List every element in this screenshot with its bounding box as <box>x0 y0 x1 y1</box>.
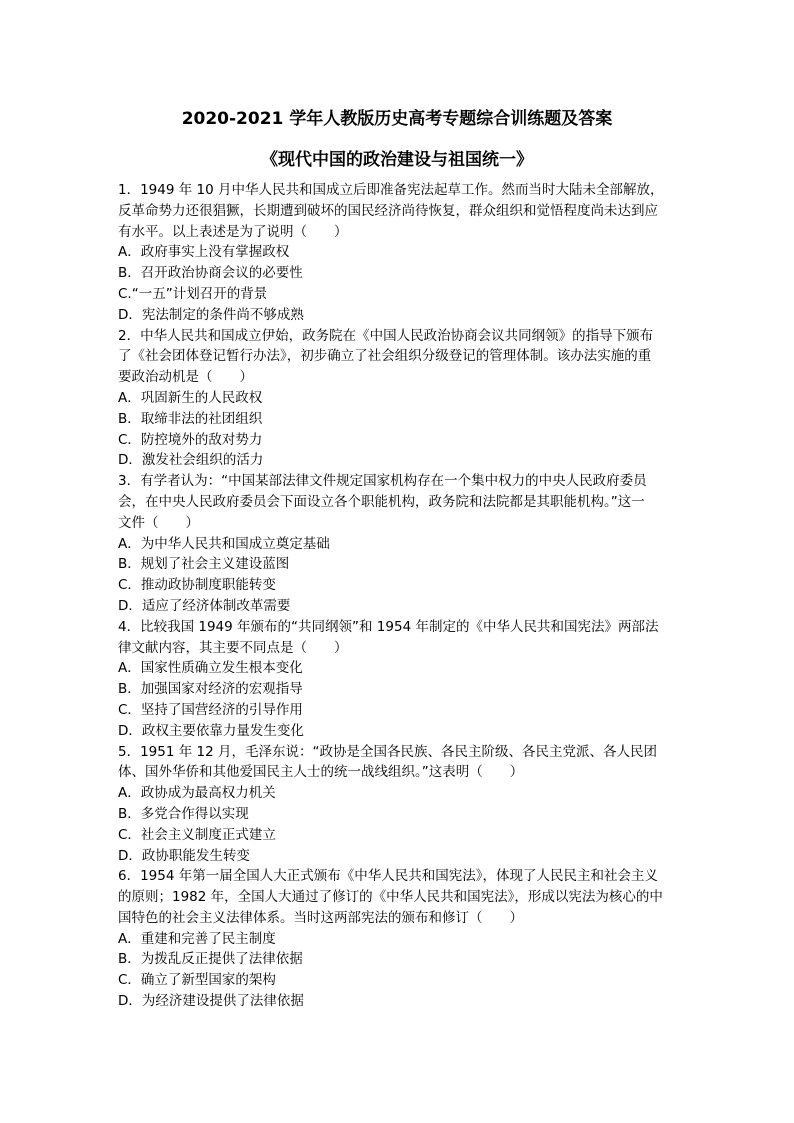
answer-option: B．取缔非法的社团组织 <box>118 410 263 427</box>
question-stem-line: 有水平。以上表述是为了说明（ ） <box>118 223 348 240</box>
answer-option: D．政协职能发生转变 <box>118 847 250 864</box>
question-stem-line: 1．1949 年 10 月中华人民共和国成立后即准备宪法起草工作。然而当时大陆未全部解放， <box>118 182 664 198</box>
question-stem-line: 国特色的社会主义法律体系。当时这两部宪法的颁布和修订（ ） <box>118 909 523 926</box>
answer-option: D．激发社会组织的活力 <box>118 452 264 469</box>
question-stem-line: 会，在中央人民政府委员会下面设立各个职能机构，政务院和法院都是其职能机构。”这一 <box>118 493 645 510</box>
question-item <box>118 742 678 867</box>
answer-option: B．召开政治协商会议的必要性 <box>118 265 303 282</box>
question-stem-line: 2．中华人民共和国成立伊始，政务院在《中国人民政治协商会议共同纲领》的指导下颁布 <box>118 327 654 344</box>
question-list <box>118 180 678 1012</box>
answer-option: B．规划了社会主义建设蓝图 <box>118 556 290 573</box>
answer-option: A．重建和完善了民主制度 <box>118 930 276 947</box>
answer-option: D．为经济建设提供了法律依据 <box>118 993 304 1010</box>
question-item <box>118 326 678 472</box>
answer-option: C．社会主义制度正式建立 <box>118 826 276 843</box>
question-item <box>118 180 678 326</box>
answer-option: D．宪法制定的条件尚不够成熟 <box>118 306 304 323</box>
answer-option: B．加强国家对经济的宏观指导 <box>118 681 303 698</box>
question-stem-line: 律文献内容，其主要不同点是（ ） <box>118 639 348 656</box>
answer-option: C．确立了新型国家的架构 <box>118 972 276 989</box>
answer-option: C．推动政协制度职能转变 <box>118 577 276 594</box>
answer-option: A．巩固新生的人民政权 <box>118 389 263 406</box>
question-stem-line: 3．有学者认为：“中国某部法律文件规定国家机构存在一个集中权力的中央人民政府委员 <box>118 473 647 490</box>
answer-option: B．多党合作得以实现 <box>118 805 249 822</box>
question-item <box>118 471 678 617</box>
document-title: 2020-2021 学年人教版历史高考专题综合训练题及答案 <box>181 109 613 129</box>
question-stem-line: 的原则；1982 年，全国人大通过了修订的《中华人民共和国宪法》，形成以宪法为核心的中 <box>118 889 663 906</box>
answer-option: C．防控境外的敌对势力 <box>118 431 263 448</box>
question-item <box>118 866 678 1012</box>
question-stem-line: 5．1951 年 12 月，毛泽东说：“政协是全国各民族、各民主阶级、各民主党派、各人民团 <box>118 743 657 760</box>
answer-option: A．政协成为最高权力机关 <box>118 785 276 802</box>
question-stem-line: 了《社会团体登记暂行办法》，初步确立了社会组织分级登记的管理体制。该办法实施的重 <box>118 348 652 365</box>
answer-option: D．适应了经济体制改革需要 <box>118 597 291 614</box>
answer-option: A．国家性质确立发生根本变化 <box>118 660 303 677</box>
question-stem-line: 要政治动机是（ ） <box>118 369 253 386</box>
question-stem-line: 4．比较我国 1949 年颁布的“共同纲领”和 1954 年制定的《中华人民共和国宪法》两部法 <box>118 618 659 635</box>
answer-option: A．为中华人民共和国成立奠定基础 <box>118 535 330 552</box>
question-item <box>118 617 678 742</box>
question-stem-line: 体、国外华侨和其他爱国民主人士的统一战线组织。”这表明（ ） <box>118 764 524 781</box>
answer-option: A．政府事实上没有掌握政权 <box>118 244 290 261</box>
answer-option: C．坚持了国营经济的引导作用 <box>118 701 303 718</box>
question-stem-line: 6．1954 年第一届全国人大正式颁布《中华人民共和国宪法》，体现了人民民主和社会主义 <box>118 868 658 885</box>
answer-option: D．政权主要依靠力量发生变化 <box>118 722 304 739</box>
question-stem-line: 文件（ ） <box>118 514 199 531</box>
question-stem-line: 反革命势力还很猖獗，长期遭到破坏的国民经济尚待恢复，群众组织和觉悟程度尚未达到应 <box>118 202 658 219</box>
answer-option: B．为拨乱反正提供了法律依据 <box>118 951 303 968</box>
answer-option: C.“一五”计划召开的背景 <box>118 285 268 302</box>
document-subtitle: 《现代中国的政治建设与祖国统一》 <box>261 150 533 170</box>
